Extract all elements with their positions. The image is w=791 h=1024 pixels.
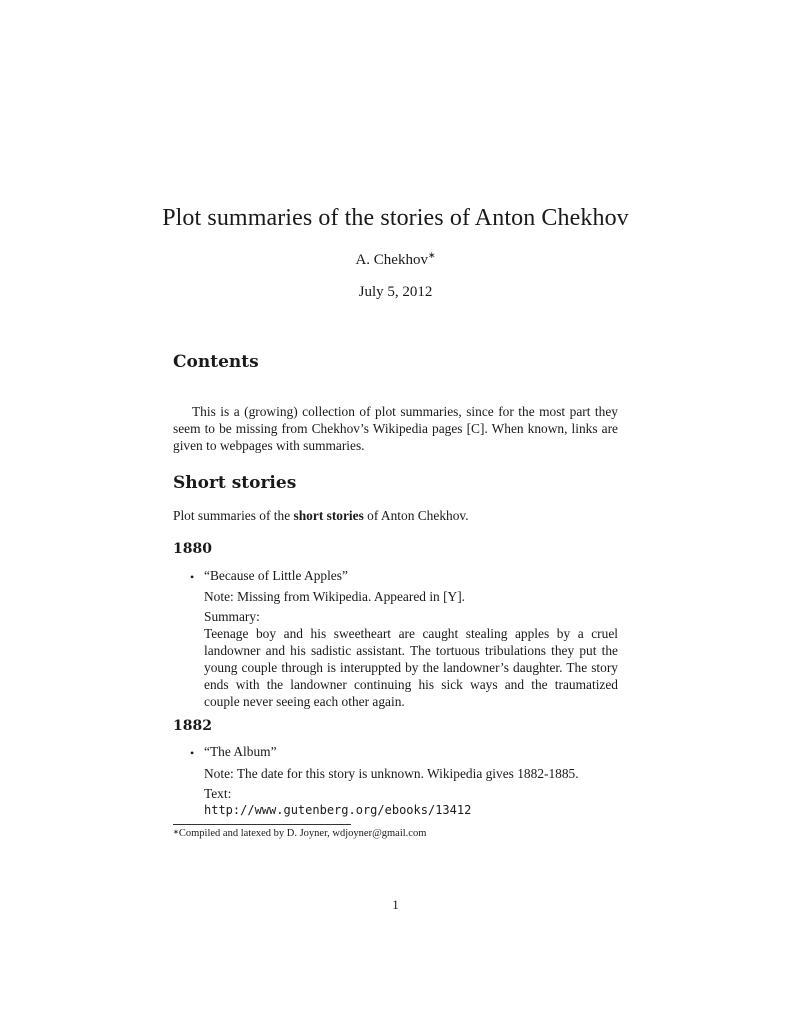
contents-intro: This is a (growing) collection of plot summaries, since for the most part they seem to be missing from Chekhov’s Wikipedia pages [C]. When known, links are given to webpages with summaries. (173, 404, 618, 453)
story-title-because-of-little-apples: “Because of Little Apples” (204, 568, 348, 583)
story-note: Note: The date for this story is unknown. Wikipedia gives 1882-1885. (204, 766, 579, 781)
text-label: Text: (204, 786, 232, 801)
intro-text-after: of Anton Chekhov. (363, 508, 469, 523)
footnote (173, 828, 426, 839)
document-title: Plot summaries of the stories of Anton Chekhov (162, 205, 629, 231)
year-heading-1882: 1882 (173, 718, 212, 734)
author-footnote-mark[interactable]: ∗ (427, 250, 436, 260)
short-stories-intro (173, 507, 618, 524)
short-stories-heading: Short stories (173, 473, 297, 493)
story-title-the-album: “The Album” (204, 744, 277, 759)
story-summary: Teenage boy and his sweetheart are caught stealing apples by a cruel landowner and his sadistic assistant. The tortuous tribulations they put the young couple through is interuppted by the landowner’s daughter. The story ends with the landowner continuing his sick ways and the traumatized couple never seeing each other again. (204, 626, 618, 709)
footnote-rule (173, 824, 351, 825)
page-number: 1 (392, 897, 399, 912)
story-note: Note: Missing from Wikipedia. Appeared in [Y]. (204, 589, 466, 604)
gutenberg-link[interactable]: http://www.gutenberg.org/ebooks/13412 (204, 803, 472, 817)
list-bullet: • (190, 746, 195, 760)
year-heading-1880: 1880 (173, 541, 212, 557)
list-bullet: • (190, 570, 195, 584)
footnote-mark: ∗ (173, 828, 179, 836)
document-date: July 5, 2012 (358, 284, 433, 300)
author-name: A. Chekhov (355, 252, 428, 268)
intro-text-bold: short stories (293, 508, 364, 523)
summary-label: Summary: (204, 609, 260, 624)
contents-heading: Contents (173, 352, 259, 372)
intro-text-before: Plot summaries of the (173, 508, 294, 523)
footnote-text: Compiled and latexed by D. Joyner, wdjoyner@gmail.com (178, 828, 427, 839)
document-author (0, 252, 791, 269)
